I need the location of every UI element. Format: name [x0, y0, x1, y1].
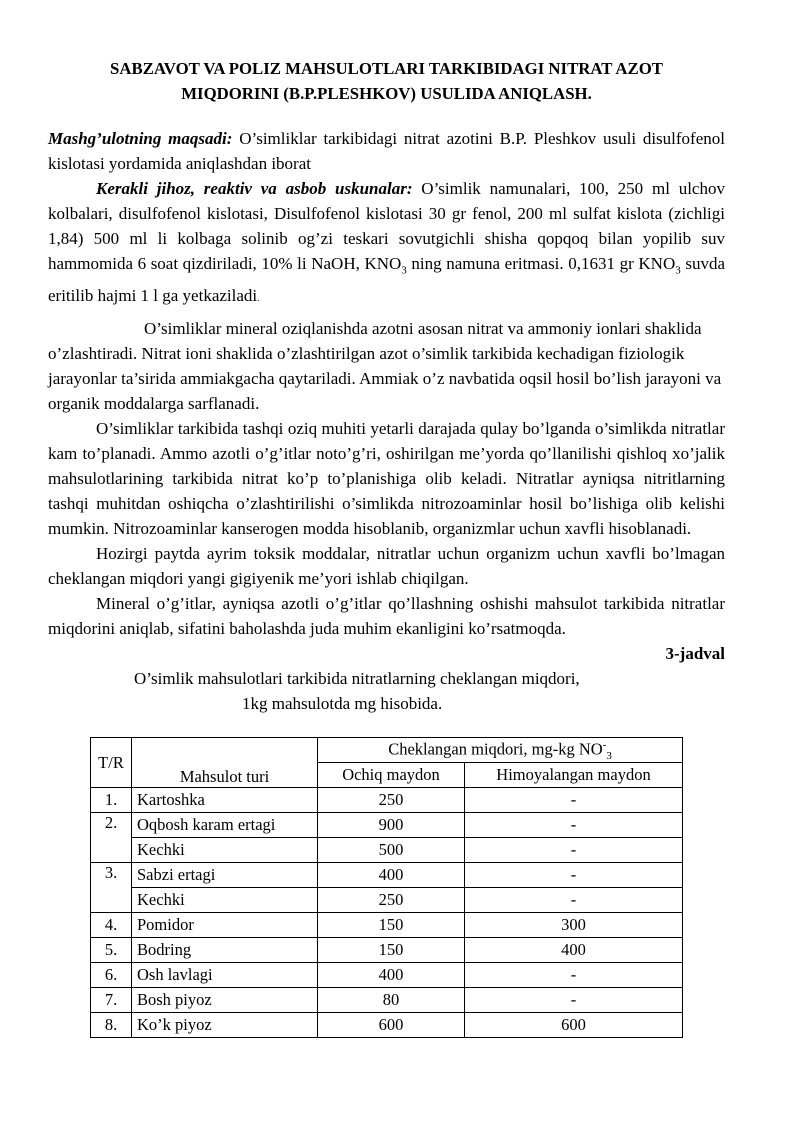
title-line-2: MIQDORINI (B.P.PLESHKOV) USULIDA ANIQLASH. — [181, 84, 592, 103]
table-caption-line-1: O’simlik mahsulotlari tarkibida nitratlarning cheklangan miqdori, — [134, 669, 580, 689]
protected-field-value: - — [465, 838, 683, 863]
open-field-value: 900 — [318, 813, 465, 838]
open-field-value: 150 — [318, 913, 465, 938]
table-header-row — [91, 738, 683, 763]
equipment-text-1: O’simlik namunalari, 100, 250 ml ulchov kolbalari, disulfofenol kislotasi, Disulfofenol kislotasi 30 gr fenol, 200 ml sulfat kislota (zichligi 1,84) 500 ml li kolbaga solinib og’zi teskari sovutgichli shisha qopqoq bilan yopilib suv hammomida 6 soat qizdiriladi, 10% li NaOH, KNO — [48, 179, 725, 273]
product-name: Kechki — [132, 838, 318, 863]
table-row — [91, 1013, 683, 1038]
product-name: Bodring — [132, 938, 318, 963]
protected-field-value: 300 — [465, 913, 683, 938]
header-limit-sub: 3 — [606, 749, 612, 762]
equipment-text-4: . — [257, 293, 260, 304]
open-field-value: 500 — [318, 838, 465, 863]
product-name: Oqbosh karam ertagi — [132, 813, 318, 838]
protected-field-value: - — [465, 863, 683, 888]
header-tr: T/R — [91, 738, 132, 788]
product-name: Pomidor — [132, 913, 318, 938]
header-limit-sup: - — [602, 738, 607, 751]
purpose-paragraph — [48, 126, 725, 176]
equipment-sub-2: 3 — [675, 264, 681, 277]
body-paragraph-1: O’simliklar mineral oziqlanishda azotni asosan nitrat va ammoniy ionlari shaklida o’zlashtiradi. Nitrat ioni shaklida o’zlashtirilgan azot o’simlik tarkibida kechadigan fiziologik jarayonlar ta’sirida ammiakgacha qaytariladi. Ammiak o’z navbatida oqsil hosil bo’lish jarayoni va organik moddalarga sarflanadi. — [48, 319, 722, 414]
title-line-1: SABZAVOT VA POLIZ MAHSULOTLARI TARKIBIDAGI NITRAT AZOT — [110, 59, 663, 78]
table-row — [91, 938, 683, 963]
row-number: 1. — [91, 788, 132, 813]
equipment-text-3: suvda eritilib hajmi 1 l ga yetkaziladi — [48, 254, 725, 306]
protected-field-value: 400 — [465, 938, 683, 963]
equipment-label: Kerakli jihoz, reaktiv va asbob uskunalar: — [96, 179, 413, 198]
table-row — [91, 788, 683, 813]
product-name: Kechki — [132, 888, 318, 913]
open-field-value: 600 — [318, 1013, 465, 1038]
protected-field-value: - — [465, 988, 683, 1013]
body-paragraph-4: Mineral o’g’itlar, ayniqsa azotli o’g’itlar qo’llashning oshishi mahsulot tarkibida nitratlar miqdorini aniqlab, sifatini baholashda juda muhim ekanligini ko’rsatmoqda. — [48, 594, 725, 639]
row-number: 5. — [91, 938, 132, 963]
protected-field-value: - — [465, 813, 683, 838]
body-paragraph-3: Hozirgi paytda ayrim toksik moddalar, nitratlar uchun organizm uchun xavfli bo’lmagan cheklangan miqdori yangi gigiyenik me’yori ishlab chiqilgan. — [48, 544, 725, 589]
row-number: 6. — [91, 963, 132, 988]
header-open-field: Ochiq maydon — [318, 763, 465, 788]
protected-field-value: 600 — [465, 1013, 683, 1038]
row-number: 3. — [91, 863, 132, 913]
document-page — [48, 56, 725, 716]
table-row — [91, 963, 683, 988]
open-field-value: 400 — [318, 963, 465, 988]
purpose-label: Mashg’ulotning maqsadi: — [48, 129, 233, 148]
product-name: Kartoshka — [132, 788, 318, 813]
equipment-paragraph — [48, 176, 725, 311]
product-name: Ko’k piyoz — [132, 1013, 318, 1038]
product-name: Bosh piyoz — [132, 988, 318, 1013]
protected-field-value: - — [465, 888, 683, 913]
table-row — [91, 988, 683, 1013]
header-protected-field: Himoyalangan maydon — [465, 763, 683, 788]
open-field-value: 400 — [318, 863, 465, 888]
protected-field-value: - — [465, 788, 683, 813]
open-field-value: 150 — [318, 938, 465, 963]
header-limit — [318, 738, 683, 763]
product-name: Sabzi ertagi — [132, 863, 318, 888]
open-field-value: 80 — [318, 988, 465, 1013]
table-row — [91, 888, 683, 913]
purpose-text: O’simliklar tarkibidagi nitrat azotini B.P. Pleshkov usuli disulfofenol kislotasi yordamida aniqlashdan iborat — [48, 129, 725, 173]
table-label: 3-jadval — [665, 644, 725, 664]
open-field-value: 250 — [318, 888, 465, 913]
header-limit-text: Cheklangan miqdori, mg-kg NO — [388, 739, 603, 759]
table-caption-line-2: 1kg mahsulotda mg hisobida. — [242, 694, 443, 714]
row-number: 4. — [91, 913, 132, 938]
open-field-value: 250 — [318, 788, 465, 813]
table-row — [91, 863, 683, 888]
table-row — [91, 813, 683, 838]
document-title — [48, 56, 725, 106]
equipment-sub-1: 3 — [401, 264, 407, 277]
table-row — [91, 913, 683, 938]
header-product: Mahsulot turi — [132, 738, 318, 788]
row-number: 7. — [91, 988, 132, 1013]
body-paragraph-2: O’simliklar tarkibida tashqi oziq muhiti yetarli darajada qulay bo’lganda o’simlikda nitratlar kam to’planadi. Ammo azotli o’g’itlar noto’g’ri, oshirilgan me’yorda qo’llanilishi qishloq xo’jalik mahsulotlarining tarkibida nitrat ko’p to’planishiga olib keladi. Nitratlar ayniqsa nitritlarning tashqi muhitdan oshiqcha o’zlashtirilishi o’simlikda nitrozoaminlar hosil bo’lishiga olib kelishi mumkin. Nitrozoaminlar kanserogen modda hisoblanib, organizmlar uchun xavfli hisoblanadi. — [48, 419, 725, 539]
row-number: 2. — [91, 813, 132, 863]
row-number: 8. — [91, 1013, 132, 1038]
equipment-text-2: ning namuna eritmasi. 0,1631 gr KNO — [406, 254, 676, 273]
nitrate-limits-table — [90, 737, 683, 1038]
table-row — [91, 838, 683, 863]
product-name: Osh lavlagi — [132, 963, 318, 988]
protected-field-value: - — [465, 963, 683, 988]
